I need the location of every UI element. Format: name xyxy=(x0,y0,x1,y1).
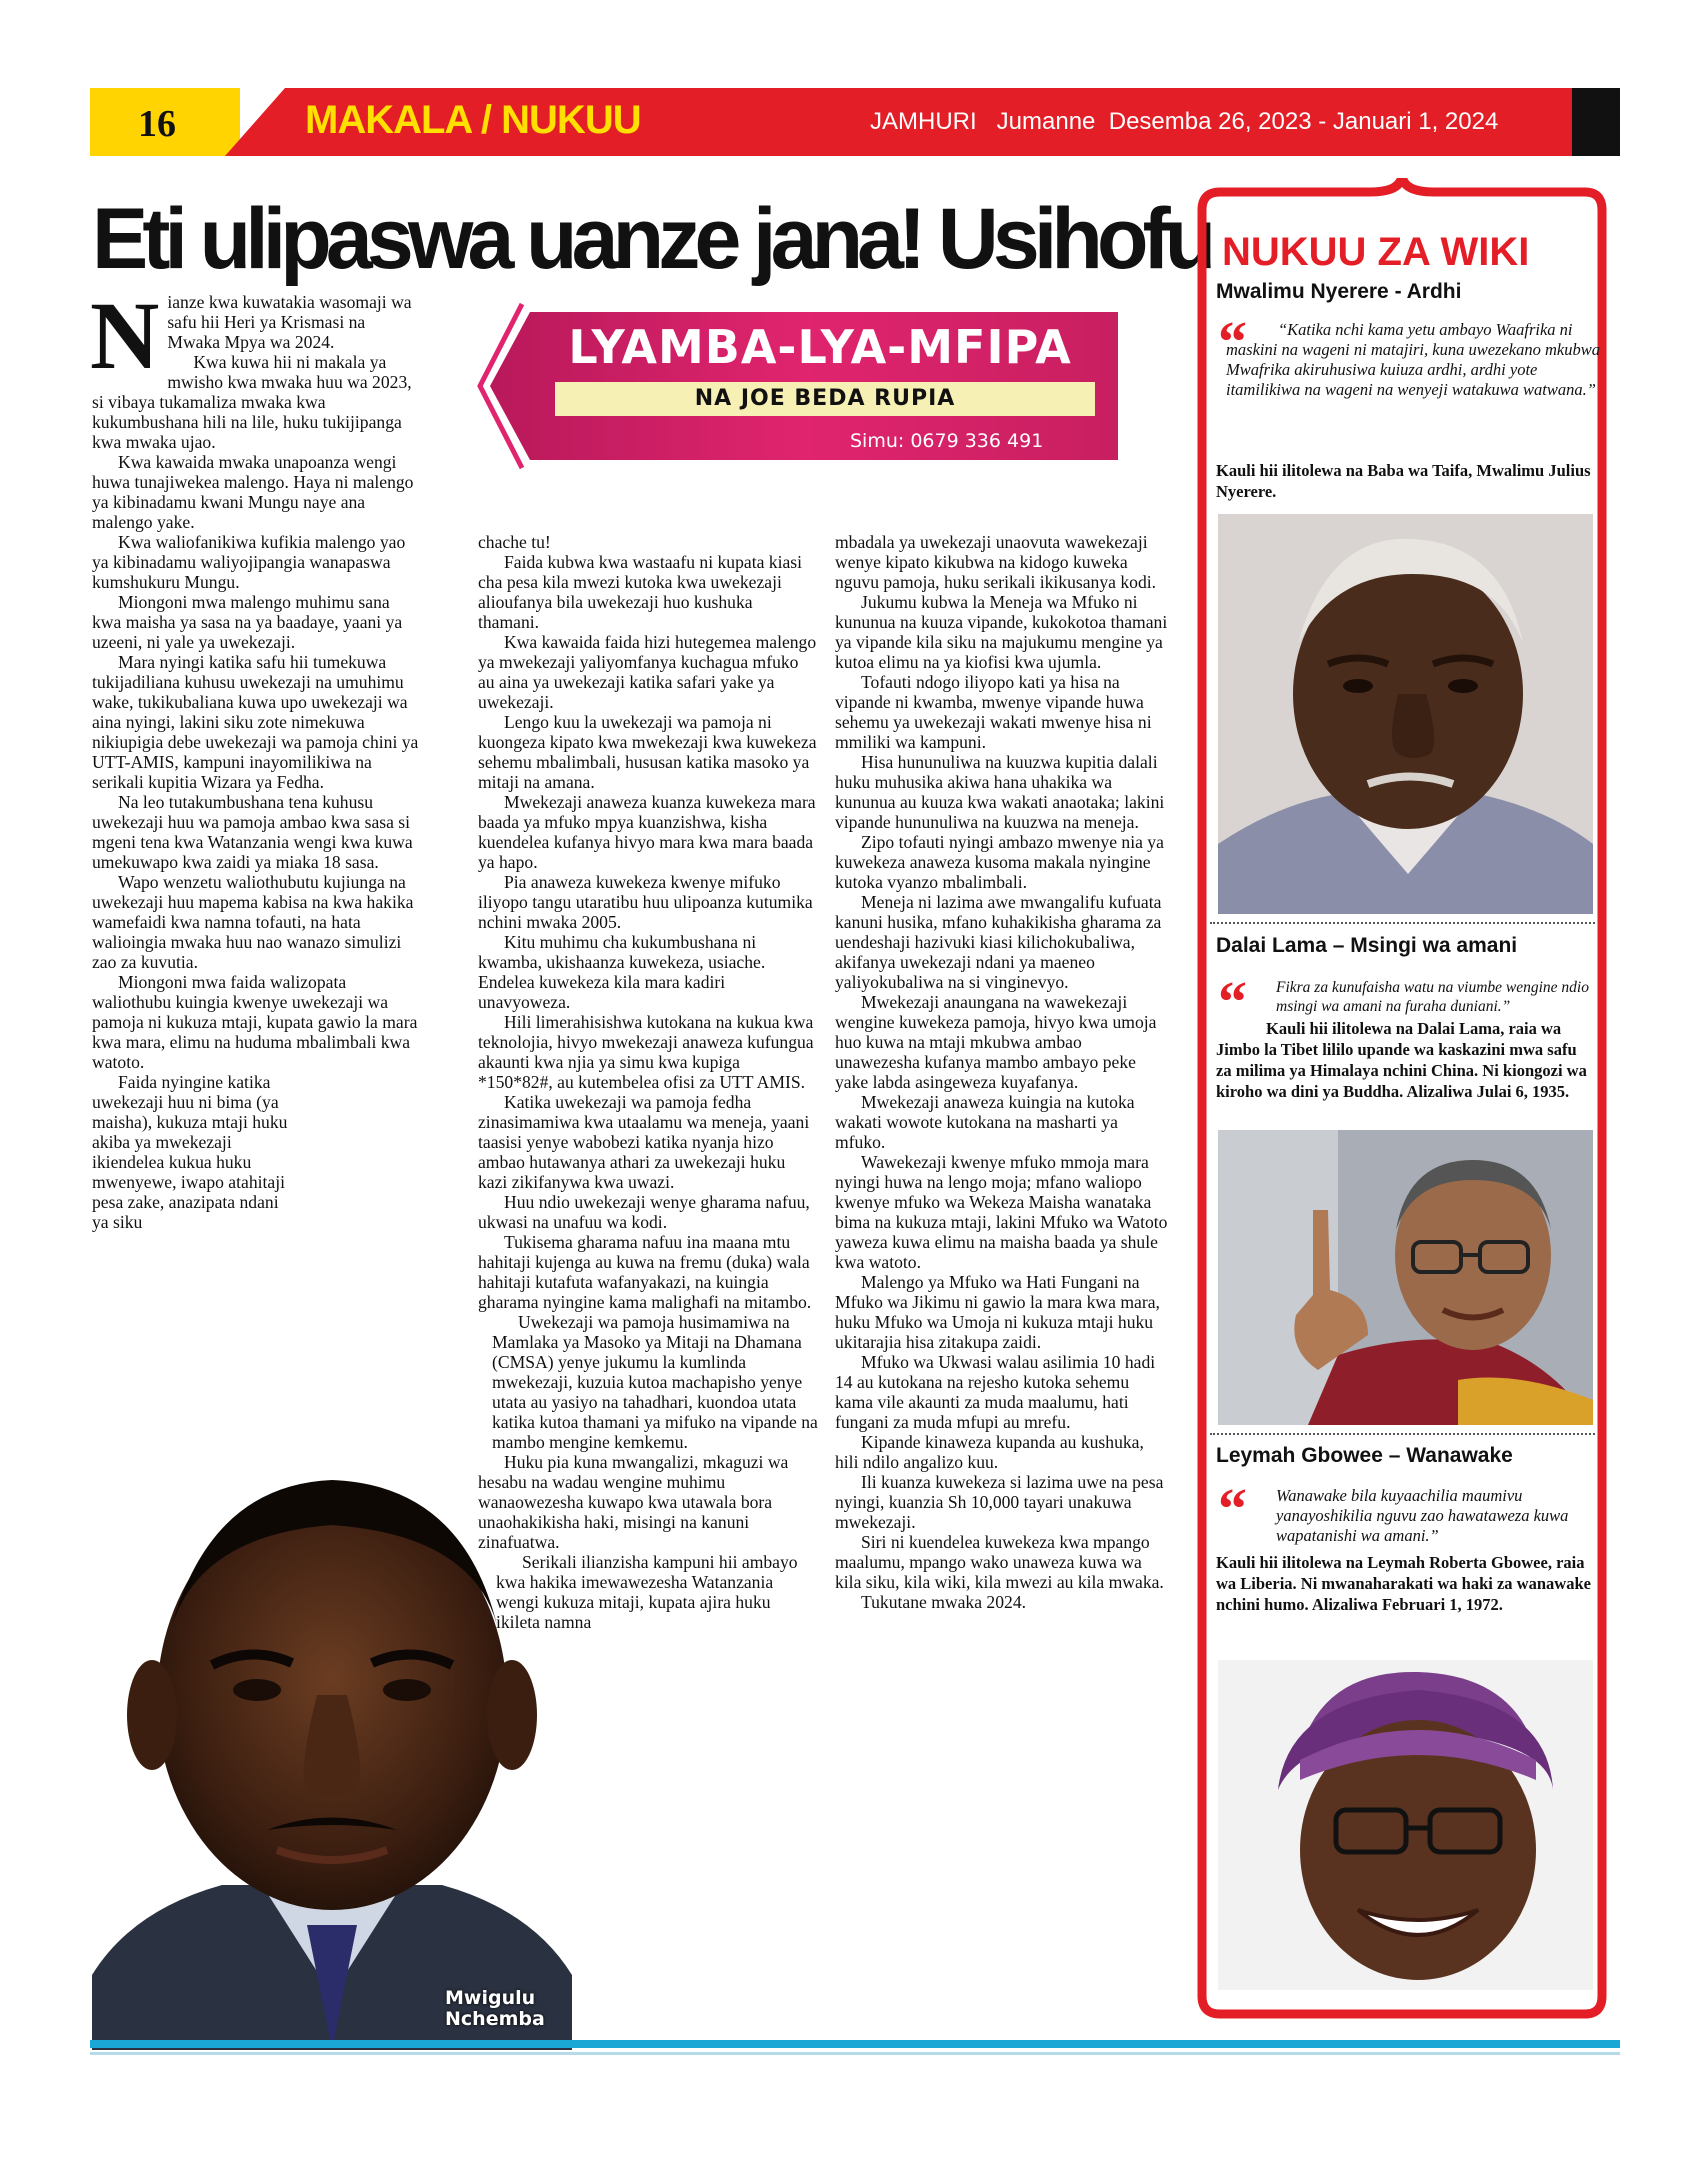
sidebar-title: NUKUU ZA WIKI xyxy=(1222,230,1530,274)
article-column-1 xyxy=(90,282,422,1232)
section-title: MAKALA / NUKUU xyxy=(305,98,641,142)
quote-mark-icon: “ xyxy=(1218,309,1247,374)
article-column-3 xyxy=(835,532,1170,1612)
quote-text: Wanawake bila kuyaachilia maumivu yanayoshikilia nguvu zao hawataweza kuwa wapatanishi wa amani.” xyxy=(1276,1486,1569,1545)
paragraph: Katika uwekezaji wa pamoja fedha zinasimamiwa kwa utaalamu wa meneja, yaani taasisi yenye wabobezi katika nyanja hizo ambao hutawanya athari za uwekezaji huku kazi zikifanywa kwa uwazi. xyxy=(478,1092,810,1192)
paragraph: Kwa waliofanikiwa kufikia malengo yao ya kibinadamu waliyojipangia wanapaswa kumshukuru Mungu. xyxy=(92,532,406,592)
paragraph: Mwekezaji anaungana na wawekezaji wengine kuwekeza pamoja, hivyo kwa umoja huo kuwa na mtaji mkubwa ambao unawezesha kufanya mambo ambayo peke yake labda asingeweza kuyafanya. xyxy=(835,992,1157,1092)
paragraph: Mara nyingi katika safu hii tumekuwa tukijadiliana kuhusu uwekezaji na umuhimu wake, tukikubaliana kuwa upo uwekezaji wa aina nyingi, lakini siku zote nimekuwa nikiupigia debe uwekezaji wa pamoja chini ya UTT-AMIS, kampuni inayomilikiwa na serikali kupitia Wizara ya Fedha. xyxy=(92,652,419,792)
article-column-2 xyxy=(478,532,818,1632)
paragraph: Mwekezaji anaweza kuingia na kutoka wakati wowote kutokana na masharti ya mfuko. xyxy=(835,1092,1135,1152)
paragraph: Siri ni kuendelea kuwekeza kwa mpango maalumu, mpango wako unaweza kuwa wa kila siku, kila wiki, kila mwezi au kila mwaka. xyxy=(835,1532,1164,1592)
header-black-block xyxy=(1572,88,1620,156)
paragraph: Kwa kuwa hii ni makala ya mwisho kwa mwaka huu wa 2023, si vibaya tukamaliza mwaka kwa kukumbushana hili na lile, huku tukijipanga kwa mwaka ujao. xyxy=(92,352,412,452)
paragraph: Wawekezaji kwenye mfuko mmoja mara nyingi huwa na lengo moja; mfano waliopo kwenye mfuko wa Wekeza Maisha wanataka bima na kukuza mtaji, lakini Mfuko wa Watoto yaweza kuwa elimu na maisha baada ya shule kwa watoto. xyxy=(835,1152,1168,1272)
paragraph: Faida nyingine katika uwekezaji huu ni bima (ya maisha), kukuza mtaji huku akiba ya mwekezaji ikiendelea kukua huku mwenyewe, iwapo atahitaji pesa zake, anazipata ndani ya siku xyxy=(92,1072,288,1232)
paragraph: Hisa hununuliwa na kuuzwa kupitia dalali huku muhusika akiwa hana uhakika wa kununua au kuuza kwa wakati anaotaka; lakini vipande hununuliwa na kuuzwa na meneja. xyxy=(835,752,1165,832)
paragraph: Miongoni mwa faida walizopata waliothubu kuingia kwenye uwekezaji wa pamoja ni kukuza mtaji, kupata gawio la mara kwa mara, elimu na huduma mbalimbali kwa watoto. xyxy=(92,972,418,1072)
paragraph: Kwa kawaida mwaka unapoanza wengi huwa tunajiwekea malengo. Haya ni malengo ya kibinadamu kwani Mungu naye ana malengo yake. xyxy=(92,452,414,532)
caption-line: Mwigulu xyxy=(445,1987,536,2009)
quote-mark-icon: “ xyxy=(1218,969,1247,1034)
paragraph: Serikali ilianzisha kampuni hii ambayo kwa hakika imewawezesha Watanzania wengi kukuza mitaji, kupata ajira huku ikileta namna xyxy=(496,1552,798,1632)
photo-caption xyxy=(445,1988,545,2030)
quote-text: Fikra za kunufaisha watu na viumbe wengine ndio msingi wa amani na furaha duniani.” xyxy=(1276,979,1589,1015)
paragraph: ianze kwa kuwatakia wasomaji wa safu hii Heri ya Krismasi na Mwaka Mpya wa 2024. xyxy=(167,292,412,352)
paragraph: Miongoni mwa malengo muhimu sana kwa maisha ya sasa na ya baadaye, yaani ya uzeeni, ni yale ya uwekezaji. xyxy=(92,592,403,652)
issue-date: JAMHURI Jumanne Desemba 26, 2023 - Januari 1, 2024 xyxy=(870,108,1499,135)
paragraph: Hili limerahisishwa kutokana na kukua kwa teknolojia, hivyo mwekezaji anaweza kufungua akaunti kwa njia ya simu kwa kupiga *150*82#, au kutembelea ofisi za UTT AMIS. xyxy=(478,1012,814,1092)
paragraph: Tofauti ndogo iliyopo kati ya hisa na vipande ni kwamba, mwenye vipande huwa sehemu ya uwekezaji wakati mwenye hisa ni mmiliki wa kampuni. xyxy=(835,672,1152,752)
paragraph: Kwa kawaida faida hizi hutegemea malengo ya mwekezaji yaliyomfanya kuchagua mfuko au aina ya uwekezaji katika safari yake ya uwekezaji. xyxy=(478,632,817,712)
divider xyxy=(1210,1433,1595,1435)
paragraph: Uwekezaji wa pamoja husimamiwa na Mamlaka ya Masoko ya Mitaji na Dhamana (CMSA) yenye jukumu la kumlinda mwekezaji, kuzuia kutoa machapisho yenye utata au yasiyo na tahadhari, kuondoa utata katika kutoa thamani ya mifuko na vipande na mambo mengine kemkemu. xyxy=(492,1312,818,1452)
column-banner xyxy=(470,300,1130,470)
quote-attribution: Kauli hii ilitolewa na Baba wa Taifa, Mwalimu Julius Nyerere. xyxy=(1216,461,1591,501)
paragraph: Ili kuanza kuwekeza si lazima uwe na pesa nyingi, kuanzia Sh 10,000 tayari unakuwa mwekezaji. xyxy=(835,1472,1164,1532)
column-author: NA JOE BEDA RUPIA xyxy=(555,382,1095,416)
paragraph: Lengo kuu la uwekezaji wa pamoja ni kuongeza kipato kwa mwekezaji kwa kuwekeza sehemu mbalimbali, hususan katika masoko ya mitaji na amana. xyxy=(478,712,817,792)
paragraph: chache tu! xyxy=(478,532,551,552)
divider xyxy=(1210,922,1595,924)
dalai-lama-photo xyxy=(1218,1130,1593,1425)
column-name: LYAMBA-LYA-MFIPA xyxy=(568,320,1072,374)
quotes-sidebar xyxy=(1190,178,1615,2028)
paragraph: Kipande kinaweza kupanda au kushuka, hili ndilo angalizo kuu. xyxy=(835,1432,1144,1472)
column-phone: Simu: 0679 336 491 xyxy=(850,430,1044,452)
paragraph: Faida kubwa kwa wastaafu ni kupata kiasi cha pesa kila mwezi kutoka kwa uwekezaji alioufanya bila uwekezaji huo kushuka thamani. xyxy=(478,552,803,632)
quote-mark-icon: “ xyxy=(1218,1476,1247,1541)
article-headline: Eti ulipaswa uanze jana! Usihofu xyxy=(92,191,1211,287)
paragraph: Tukisema gharama nafuu ina maana mtu hahitaji kujenga au kuwa na fremu (duka) wala hahitaji kutafuta wafanyakazi, na kuingia gharama nyingine kama malighafi na mitambo. xyxy=(478,1232,812,1312)
quote-heading: Mwalimu Nyerere - Ardhi xyxy=(1216,280,1462,303)
paragraph: Wapo wenzetu waliothubutu kujiunga na uwekezaji huu mapema kabisa na kwa hakika wamefaidi kwa namna tofauti, na hata walioingia mwaka huu nao wanazo simulizi zao za kuvutia. xyxy=(92,872,414,972)
page-header xyxy=(90,88,1620,156)
paragraph: Jukumu kubwa la Meneja wa Mfuko ni kununua na kuuza vipande, kukokotoa thamani ya vipande kila siku na majukumu mengine ya kutoa elimu na ya kiofisi kwa ujumla. xyxy=(835,592,1168,672)
paragraph: Mfuko wa Ukwasi walau asilimia 10 hadi 14 au kutokana na rejesho kutoka sehemu kama vile akaunti za muda maalumu, hati fungani za muda mfupi au mrefu. xyxy=(835,1352,1156,1432)
paragraph: mbadala ya uwekezaji unaovuta wawekezaji wenye kipato kikubwa na kidogo kuweka nguvu pamoja, huku serikali ikikusanya kodi. xyxy=(835,532,1157,592)
page-number: 16 xyxy=(138,103,176,145)
paragraph: Tukutane mwaka 2024. xyxy=(861,1592,1027,1612)
paragraph: Huku pia kuna mwangalizi, mkaguzi wa hesabu na wadau wengine muhimu wanaowezesha kuwapo kwa utawala bora unaohakikisha haki, misingi na kanuni zinafuatwa. xyxy=(478,1452,789,1552)
footer-bar xyxy=(90,2040,1620,2048)
paragraph: Na leo tutakumbushana tena kuhusu uwekezaji huu wa pamoja ambao kwa sasa si mgeni tena kwa Watanzania wengi kwa kuwa umekuwapo kwa zaidi ya miaka 18 sasa. xyxy=(92,792,413,872)
paragraph: Malengo ya Mfuko wa Hati Fungani na Mfuko wa Jikimu ni gawio la mara kwa mara, huku Mfuko wa Umoja ni kukuza mtaji huku ukitarajia hisa zitakupa zaidi. xyxy=(835,1272,1160,1352)
footer-bar-light xyxy=(90,2052,1620,2055)
quote-attribution: Kauli hii ilitolewa na Dalai Lama, raia wa Jimbo la Tibet lililo upande wa kaskazini mwa safu za milima ya Himalaya nchini China. Ni kiongozi wa kiroho wa dini ya Buddha. Alizaliwa Julai 6, 1935. xyxy=(1216,1019,1587,1101)
paragraph: Meneja ni lazima awe mwangalifu kufuata kanuni husika, mfano kuhakikisha gharama za uendeshaji hazivuki kiasi kilichokubaliwa, akifanya uwekezaji ndani ya maeneo yaliyokubaliwa na si vinginevyo. xyxy=(835,892,1162,992)
quote-heading: Dalai Lama – Msingi wa amani xyxy=(1216,934,1518,957)
caption-line: Nchemba xyxy=(445,2008,545,2030)
leymah-gbowee-photo xyxy=(1218,1660,1593,1990)
paragraph: Pia anaweza kuwekeza kwenye mifuko iliyopo tangu utaratibu huu ulipoanza kutumika nchini mwaka 2005. xyxy=(478,872,813,932)
quote-attribution: Kauli hii ilitolewa na Leymah Roberta Gbowee, raia wa Liberia. Ni mwanaharakati wa haki za wanawake nchini humo. Alizaliwa Februari 1, 1972. xyxy=(1216,1553,1591,1614)
nyerere-photo xyxy=(1218,514,1593,914)
paragraph: Zipo tofauti nyingi ambazo mwenye nia ya kuwekeza anaweza kusoma makala nyingine kutoka vyanzo mbalimbali. xyxy=(835,832,1164,892)
quote-heading: Leymah Gbowee – Wanawake xyxy=(1216,1444,1513,1467)
paragraph: Mwekezaji anaweza kuanza kuwekeza mara baada ya mfuko mpya kuanzishwa, kisha kuendelea kufanya hivyo mara kwa mara baada ya hapo. xyxy=(478,792,816,872)
drop-cap: N xyxy=(90,282,160,389)
quote-text: “Katika nchi kama yetu ambayo Waafrika ni maskini na wageni ni matajiri, kuna uwezekano mkubwa Mwafrika akiruhusiwa kuiuza ardhi, ardhi yote itamilikiwa na wageni na wenyeji watakuwa watwana.” xyxy=(1226,320,1600,399)
paragraph: Huu ndio uwekezaji wenye gharama nafuu, ukwasi na unafuu wa kodi. xyxy=(478,1192,810,1232)
paragraph: Kitu muhimu cha kukumbushana ni kwamba, ukishaanza kuwekeza, usiache. Endelea kuwekeza kila mara kadiri unavyoweza. xyxy=(478,932,766,1012)
